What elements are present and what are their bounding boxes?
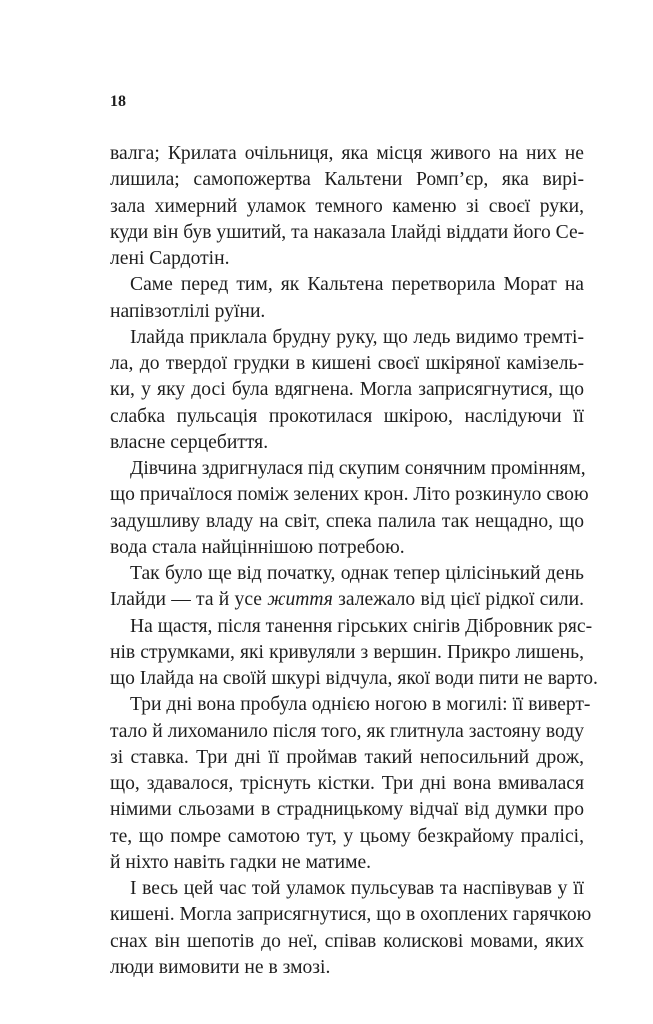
line-segment: залежало від цієї рідкої сили.: [332, 589, 584, 611]
text-line: слабка пульсація прокотилася шкірою, наслідуючи її: [110, 405, 584, 427]
text-line: й ніхто навіть гадки не матиме.: [110, 851, 372, 873]
text-line: І весь цей час той уламок пульсував та наспівував у її: [130, 878, 584, 899]
text-line: вода стала найціннішою потребою.: [110, 536, 405, 558]
text-line: задушливу владу на світ, спека палила так нещадно, що: [110, 510, 584, 532]
text-line: Так було ще від початку, однак тепер цілісінький день: [130, 563, 584, 584]
text-line: Три дні вона пробула однією ногою в могилі: її виверт-: [130, 694, 591, 716]
text-line: куди він був ушитий, та наказала Ілайді віддати його Се-: [110, 221, 585, 243]
text-line: зала химерний уламок темного каменю зі своєї руки,: [110, 195, 584, 217]
text-line: власне серцебиття.: [110, 431, 269, 453]
text-line: люди вимовити не в змозі.: [110, 956, 331, 978]
text-line: ки, у яку досі була вдягнена. Могла заприсягнутися, що: [110, 379, 584, 401]
text-line: тало й лихоманило після того, як глитнула застояну воду: [110, 720, 584, 742]
text-line: лені Сардотін.: [110, 248, 230, 269]
text-line: німими сльозами в страдницькому відчаї від думки про: [110, 799, 584, 821]
text-line: ла, до твердої грудки в кишені своєї шкіряної камізель-: [110, 353, 584, 374]
text-line: що Ілайда на своїй шкурі відчула, якої води пити не варто.: [110, 668, 598, 689]
text-line: снах він шепотів до неї, співав колискові мовами, яких: [110, 930, 584, 952]
italic-word: життя: [267, 589, 333, 611]
text-line: зі ставка. Три дні її проймав такий непосильний дрож,: [110, 746, 584, 768]
text-line-with-italic: [110, 587, 584, 613]
text-line: Саме перед тим, як Кальтена перетворила Морат на: [130, 274, 584, 296]
text-line: Дівчина здригнулася під скупим сонячним промінням,: [130, 458, 586, 479]
body-text: [110, 141, 598, 981]
text-line: напівзотлілі руїни.: [110, 300, 266, 322]
text-line: нів струмками, які кривуляли з вершин. Прикро лишень,: [110, 641, 584, 663]
text-line: те, що помре самотою тут, у цьому безкрайому пралісі,: [110, 825, 584, 847]
text-line: що причаїлося поміж зелених крон. Літо розкинуло свою: [110, 484, 589, 506]
text-line: валга; Крилата очільниця, яка місця живого на них не: [110, 143, 584, 164]
text-line: лишила; самопожертва Кальтени Ромп’єр, яка вирі-: [110, 169, 584, 191]
line-segment: Ілайди — та й усе: [110, 589, 268, 611]
page-number: 18: [110, 93, 126, 110]
text-line: Ілайда приклала брудну руку, що ледь видимо тремті-: [130, 326, 584, 348]
text-line: На щастя, після танення гірських снігів Дібровник ряс-: [130, 615, 593, 637]
text-line: кишені. Могла заприсягнутися, що в охоплених гарячкою: [110, 904, 592, 926]
text-line: що, здавалося, тріснуть кістки. Три дні вона вмивалася: [110, 773, 584, 794]
